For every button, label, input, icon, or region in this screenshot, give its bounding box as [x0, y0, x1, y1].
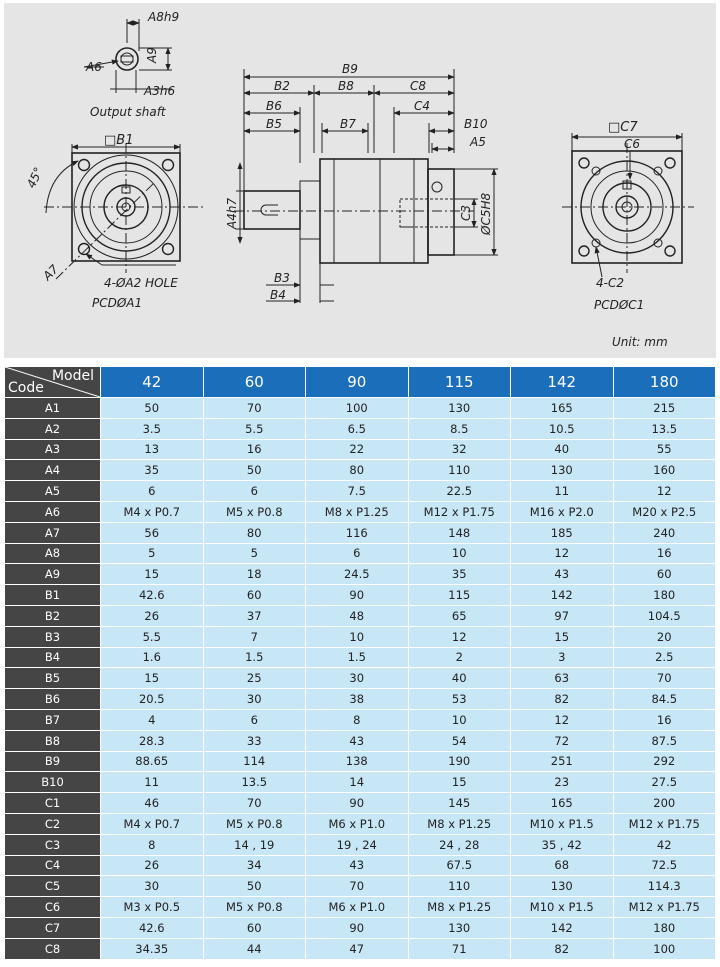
label-a3h6: A3h6 — [144, 84, 176, 98]
value-cell: 165 — [511, 793, 613, 813]
value-cell: 35 — [409, 564, 511, 584]
value-cell: 115 — [409, 585, 511, 605]
value-cell: M6 x P1.0 — [306, 897, 408, 917]
table-row — [5, 460, 715, 480]
row-code-cell: B2 — [5, 606, 100, 626]
table-row — [5, 668, 715, 688]
value-cell: 12 — [511, 710, 613, 730]
row-code-cell: B1 — [5, 585, 100, 605]
label-b3: B3 — [274, 271, 290, 285]
model-header-115: 115 — [409, 367, 511, 397]
value-cell: 100 — [614, 939, 716, 959]
value-cell: 12 — [409, 627, 511, 647]
value-cell: M8 x P1.25 — [409, 814, 511, 834]
label-c8: C8 — [410, 79, 427, 93]
value-cell: M5 x P0.8 — [204, 897, 306, 917]
value-cell: 90 — [306, 918, 408, 938]
value-cell: 16 — [614, 710, 716, 730]
value-cell: 8.5 — [409, 419, 511, 439]
row-code-cell: C1 — [5, 793, 100, 813]
row-code-cell: B10 — [5, 772, 100, 792]
value-cell: 53 — [409, 689, 511, 709]
label-b6: B6 — [266, 99, 282, 113]
value-cell: M12 x P1.75 — [614, 814, 716, 834]
value-cell: M8 x P1.25 — [306, 502, 408, 522]
value-cell: 70 — [306, 876, 408, 896]
value-cell: 110 — [409, 876, 511, 896]
label-a5: A5 — [470, 135, 486, 149]
value-cell: 15 — [409, 772, 511, 792]
row-code-cell: B3 — [5, 627, 100, 647]
row-code-cell: C4 — [5, 856, 100, 876]
value-cell: M6 x P1.0 — [306, 814, 408, 834]
value-cell: 16 — [204, 440, 306, 460]
table-row — [5, 793, 715, 813]
value-cell: 44 — [204, 939, 306, 959]
value-cell: 215 — [614, 398, 716, 418]
model-header-42: 42 — [101, 367, 203, 397]
value-cell: 30 — [306, 668, 408, 688]
value-cell: 10.5 — [511, 419, 613, 439]
value-cell: 42 — [614, 835, 716, 855]
row-code-cell: C3 — [5, 835, 100, 855]
value-cell: 130 — [409, 918, 511, 938]
value-cell: 46 — [101, 793, 203, 813]
dimension-table — [4, 366, 716, 960]
value-cell: 3.5 — [101, 419, 203, 439]
row-code-cell: A4 — [5, 460, 100, 480]
value-cell: 12 — [614, 481, 716, 501]
value-cell: 12 — [511, 544, 613, 564]
value-cell: 10 — [409, 544, 511, 564]
value-cell: 68 — [511, 856, 613, 876]
drawing-svg — [4, 3, 716, 358]
label-a7: A7 — [40, 262, 62, 284]
model-header-60: 60 — [204, 367, 306, 397]
table-row — [5, 814, 715, 834]
value-cell: 47 — [306, 939, 408, 959]
value-cell: 22.5 — [409, 481, 511, 501]
table-row — [5, 710, 715, 730]
value-cell: 148 — [409, 523, 511, 543]
value-cell: 82 — [511, 939, 613, 959]
value-cell: 14 — [306, 772, 408, 792]
label-b4: B4 — [270, 288, 286, 302]
value-cell: 87.5 — [614, 731, 716, 751]
row-code-cell: B4 — [5, 648, 100, 668]
table-row — [5, 939, 715, 959]
table-row — [5, 544, 715, 564]
value-cell: M20 x P2.5 — [614, 502, 716, 522]
value-cell: 35 , 42 — [511, 835, 613, 855]
row-code-cell: A7 — [5, 523, 100, 543]
table-row — [5, 897, 715, 917]
value-cell: 3 — [511, 648, 613, 668]
label-pcd-c1: PCDØC1 — [594, 298, 645, 312]
value-cell: 43 — [306, 731, 408, 751]
value-cell: 185 — [511, 523, 613, 543]
label-a9: A9 — [145, 47, 159, 63]
table-row — [5, 523, 715, 543]
model-header-142: 142 — [511, 367, 613, 397]
value-cell: 37 — [204, 606, 306, 626]
value-cell: 88.65 — [101, 752, 203, 772]
value-cell: 15 — [101, 564, 203, 584]
value-cell: 70 — [204, 398, 306, 418]
value-cell: 8 — [306, 710, 408, 730]
table-row — [5, 502, 715, 522]
table-row — [5, 856, 715, 876]
value-cell: 97 — [511, 606, 613, 626]
value-cell: 54 — [409, 731, 511, 751]
value-cell: 1.6 — [101, 648, 203, 668]
value-cell: 19 , 24 — [306, 835, 408, 855]
value-cell: M16 x P2.0 — [511, 502, 613, 522]
value-cell: 5.5 — [204, 419, 306, 439]
model-header-180: 180 — [614, 367, 716, 397]
label-c2: 4-C2 — [596, 276, 624, 290]
label-45-degree: 45° — [24, 165, 46, 191]
value-cell: 1.5 — [204, 648, 306, 668]
value-cell: 190 — [409, 752, 511, 772]
row-code-cell: A8 — [5, 544, 100, 564]
value-cell: 23 — [511, 772, 613, 792]
row-code-cell: A3 — [5, 440, 100, 460]
value-cell: M12 x P1.75 — [409, 502, 511, 522]
row-code-cell: B6 — [5, 689, 100, 709]
unit-label: Unit: mm — [612, 335, 668, 349]
value-cell: 6 — [204, 710, 306, 730]
table-row — [5, 648, 715, 668]
value-cell: 26 — [101, 856, 203, 876]
value-cell: 60 — [204, 585, 306, 605]
value-cell: 1.5 — [306, 648, 408, 668]
row-code-cell: B9 — [5, 752, 100, 772]
value-cell: 55 — [614, 440, 716, 460]
value-cell: 2.5 — [614, 648, 716, 668]
row-code-cell: B7 — [5, 710, 100, 730]
value-cell: M8 x P1.25 — [409, 897, 511, 917]
value-cell: M12 x P1.75 — [614, 897, 716, 917]
value-cell: 48 — [306, 606, 408, 626]
label-c3: C3 — [459, 204, 473, 221]
value-cell: M5 x P0.8 — [204, 502, 306, 522]
value-cell: 80 — [204, 523, 306, 543]
value-cell: 11 — [101, 772, 203, 792]
table-body — [5, 398, 715, 959]
label-b2: B2 — [274, 79, 290, 93]
value-cell: 38 — [306, 689, 408, 709]
value-cell: 13.5 — [204, 772, 306, 792]
corner-code-label: Code — [8, 380, 44, 396]
value-cell: M4 x P0.7 — [101, 502, 203, 522]
value-cell: 50 — [204, 460, 306, 480]
label-a4h7: A4h7 — [225, 197, 239, 229]
row-code-cell: A6 — [5, 502, 100, 522]
corner-model-label: Model — [51, 368, 94, 384]
value-cell: 50 — [204, 876, 306, 896]
value-cell: 5 — [204, 544, 306, 564]
value-cell: 50 — [101, 398, 203, 418]
value-cell: 40 — [409, 668, 511, 688]
value-cell: M10 x P1.5 — [511, 814, 613, 834]
value-cell: 130 — [511, 460, 613, 480]
table-row — [5, 481, 715, 501]
value-cell: 33 — [204, 731, 306, 751]
value-cell: 72.5 — [614, 856, 716, 876]
value-cell: 18 — [204, 564, 306, 584]
value-cell: 27.5 — [614, 772, 716, 792]
value-cell: 6 — [306, 544, 408, 564]
row-code-cell: A5 — [5, 481, 100, 501]
table-row — [5, 752, 715, 772]
value-cell: 114.3 — [614, 876, 716, 896]
value-cell: 7.5 — [306, 481, 408, 501]
row-code-cell: B5 — [5, 668, 100, 688]
value-cell: 28.3 — [101, 731, 203, 751]
value-cell: 4 — [101, 710, 203, 730]
value-cell: 142 — [511, 585, 613, 605]
value-cell: 10 — [306, 627, 408, 647]
label-pcd-a1: PCDØA1 — [92, 296, 143, 310]
label-b5: B5 — [266, 117, 282, 131]
value-cell: 40 — [511, 440, 613, 460]
value-cell: 22 — [306, 440, 408, 460]
value-cell: M3 x P0.5 — [101, 897, 203, 917]
value-cell: 90 — [306, 793, 408, 813]
table-corner-cell — [5, 367, 100, 397]
label-output-shaft: Output shaft — [90, 105, 166, 119]
value-cell: 145 — [409, 793, 511, 813]
table-row — [5, 419, 715, 439]
value-cell: 114 — [204, 752, 306, 772]
table-row — [5, 918, 715, 938]
value-cell: 15 — [511, 627, 613, 647]
value-cell: 63 — [511, 668, 613, 688]
row-code-cell: C5 — [5, 876, 100, 896]
value-cell: 130 — [409, 398, 511, 418]
value-cell: 42.6 — [101, 585, 203, 605]
value-cell: 56 — [101, 523, 203, 543]
value-cell: 35 — [101, 460, 203, 480]
value-cell: 6 — [204, 481, 306, 501]
value-cell: 60 — [204, 918, 306, 938]
value-cell: 13 — [101, 440, 203, 460]
value-cell: 32 — [409, 440, 511, 460]
table-row — [5, 731, 715, 751]
value-cell: 5 — [101, 544, 203, 564]
value-cell: 60 — [614, 564, 716, 584]
value-cell: 71 — [409, 939, 511, 959]
table-row — [5, 606, 715, 626]
value-cell: 10 — [409, 710, 511, 730]
value-cell: 8 — [101, 835, 203, 855]
value-cell: 142 — [511, 918, 613, 938]
value-cell: M10 x P1.5 — [511, 897, 613, 917]
label-b10: B10 — [464, 117, 488, 131]
value-cell: 13.5 — [614, 419, 716, 439]
label-a8h9: A8h9 — [148, 10, 180, 24]
value-cell: 90 — [306, 585, 408, 605]
value-cell: 24.5 — [306, 564, 408, 584]
value-cell: 200 — [614, 793, 716, 813]
value-cell: 84.5 — [614, 689, 716, 709]
value-cell: 251 — [511, 752, 613, 772]
value-cell: 11 — [511, 481, 613, 501]
value-cell: 6 — [101, 481, 203, 501]
row-code-cell: C7 — [5, 918, 100, 938]
value-cell: 16 — [614, 544, 716, 564]
value-cell: 34 — [204, 856, 306, 876]
table-row — [5, 585, 715, 605]
label-c5h8: ØC5H8 — [479, 192, 493, 235]
table-row — [5, 689, 715, 709]
value-cell: 2 — [409, 648, 511, 668]
value-cell: 6.5 — [306, 419, 408, 439]
value-cell: 43 — [306, 856, 408, 876]
table-row — [5, 835, 715, 855]
value-cell: M5 x P0.8 — [204, 814, 306, 834]
value-cell: 20.5 — [101, 689, 203, 709]
value-cell: 110 — [409, 460, 511, 480]
label-b7: B7 — [340, 117, 356, 131]
value-cell: 65 — [409, 606, 511, 626]
row-code-cell: A2 — [5, 419, 100, 439]
table-row — [5, 772, 715, 792]
row-code-cell: A9 — [5, 564, 100, 584]
value-cell: 30 — [204, 689, 306, 709]
value-cell: 80 — [306, 460, 408, 480]
value-cell: 5.5 — [101, 627, 203, 647]
value-cell: 180 — [614, 918, 716, 938]
value-cell: 116 — [306, 523, 408, 543]
model-header-90: 90 — [306, 367, 408, 397]
label-c4: C4 — [414, 99, 431, 113]
value-cell: 130 — [511, 876, 613, 896]
value-cell: 34.35 — [101, 939, 203, 959]
value-cell: 104.5 — [614, 606, 716, 626]
value-cell: 292 — [614, 752, 716, 772]
row-code-cell: C8 — [5, 939, 100, 959]
table-header-row — [5, 367, 715, 397]
value-cell: 240 — [614, 523, 716, 543]
label-c7: □C7 — [608, 120, 638, 135]
value-cell: 24 , 28 — [409, 835, 511, 855]
table-row — [5, 440, 715, 460]
table-row — [5, 398, 715, 418]
row-code-cell: C2 — [5, 814, 100, 834]
value-cell: 70 — [614, 668, 716, 688]
table-row — [5, 627, 715, 647]
value-cell: 7 — [204, 627, 306, 647]
value-cell: 160 — [614, 460, 716, 480]
value-cell: 165 — [511, 398, 613, 418]
value-cell: 138 — [306, 752, 408, 772]
row-code-cell: C6 — [5, 897, 100, 917]
value-cell: 42.6 — [101, 918, 203, 938]
value-cell: 100 — [306, 398, 408, 418]
row-code-cell: B8 — [5, 731, 100, 751]
label-b1: □B1 — [104, 133, 134, 148]
value-cell: 67.5 — [409, 856, 511, 876]
value-cell: 180 — [614, 585, 716, 605]
value-cell: 25 — [204, 668, 306, 688]
value-cell: 70 — [204, 793, 306, 813]
technical-drawing — [4, 3, 716, 358]
label-c6: C6 — [624, 137, 641, 151]
label-b8: B8 — [338, 79, 354, 93]
label-b9: B9 — [342, 62, 358, 76]
value-cell: 30 — [101, 876, 203, 896]
row-code-cell: A1 — [5, 398, 100, 418]
value-cell: M4 x P0.7 — [101, 814, 203, 834]
table-row — [5, 876, 715, 896]
value-cell: 72 — [511, 731, 613, 751]
value-cell: 82 — [511, 689, 613, 709]
value-cell: 20 — [614, 627, 716, 647]
value-cell: 26 — [101, 606, 203, 626]
value-cell: 14 , 19 — [204, 835, 306, 855]
label-hole: 4-ØA2 HOLE — [104, 276, 178, 290]
value-cell: 15 — [101, 668, 203, 688]
table-row — [5, 564, 715, 584]
value-cell: 43 — [511, 564, 613, 584]
label-a6: A6 — [86, 60, 102, 74]
